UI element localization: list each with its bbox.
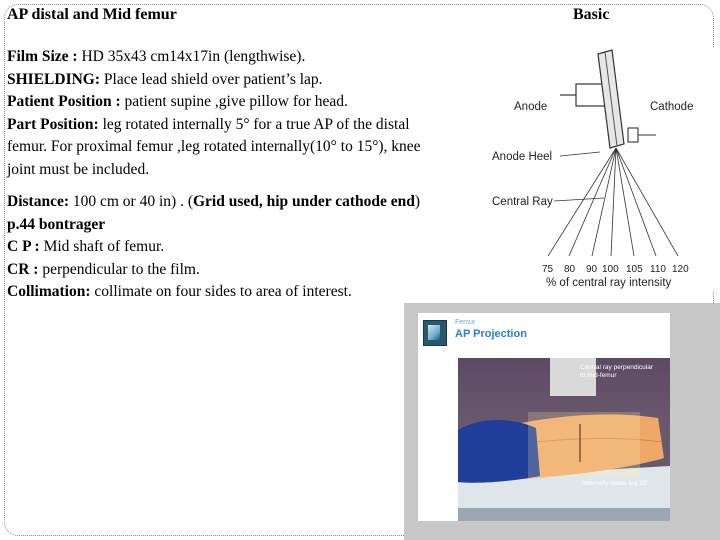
table-edge (458, 508, 670, 521)
tick-110: 110 (650, 264, 666, 275)
ray-80 (569, 148, 616, 256)
patient-garment (458, 420, 540, 483)
cathode-label: Cathode (650, 101, 694, 113)
film-size-label: Film Size : (7, 48, 78, 65)
reference-line: p.44 bontrager (7, 215, 106, 233)
patient-position-value: patient supine ,give pillow for head. (120, 93, 348, 110)
central-ray-label: Central Ray (492, 196, 553, 208)
distance-value: 100 cm or 40 in) . ( (69, 193, 193, 210)
tick-105: 105 (626, 264, 643, 275)
photo-subtitle: Femur (455, 319, 476, 326)
tick-80: 80 (564, 264, 576, 275)
patient-position-line (7, 91, 487, 114)
intensity-caption: % of central ray intensity (546, 277, 672, 289)
collimation-line (7, 281, 487, 304)
patient-position-label: Patient Position : (7, 93, 121, 110)
positioning-photo-panel (404, 303, 720, 540)
distance-line (7, 191, 487, 214)
ray-100 (611, 148, 616, 256)
shielding-value: Place lead shield over patient’s lap. (100, 70, 323, 88)
cr-line (7, 259, 487, 282)
collimation-value: collimate on four sides to area of interest. (90, 283, 352, 300)
ray-90 (592, 148, 616, 256)
distance-label: Distance: (7, 193, 69, 210)
central-ray-pointer (554, 198, 604, 201)
cr-label: CR : (7, 260, 39, 278)
part-position-line (7, 114, 447, 182)
cr-value: perpendicular to the film. (38, 260, 200, 278)
photo-heading: AP Projection (455, 328, 527, 340)
collimation-label: Collimation: (7, 283, 91, 300)
anode-heel-figure (484, 48, 720, 292)
film-size-line (7, 46, 487, 69)
spacer (7, 181, 487, 191)
cathode-cup (628, 128, 638, 142)
cp-value: Mid shaft of femur. (39, 238, 165, 255)
shielding-label: SHIELDING: (7, 70, 101, 88)
film-size-value: HD 35x43 cm14x17in (lengthwise). (77, 48, 306, 65)
part-position-label: Part Position: (7, 115, 99, 133)
ray-75 (548, 148, 616, 256)
tube-housing (576, 84, 606, 106)
cp-line (7, 236, 487, 259)
page-title: AP distal and Mid femur (7, 6, 177, 23)
collimator-light-field (528, 412, 640, 478)
positioning-scene (458, 358, 670, 521)
cp-label: C P : (7, 238, 40, 255)
rotation-note: Internally rotate leg 15° (582, 480, 649, 487)
central-ray-note: Central ray perpendicular to mid-femur (580, 364, 653, 379)
tick-120: 120 (672, 264, 689, 275)
level-badge: Basic (573, 6, 610, 23)
shielding-line (7, 69, 487, 92)
distance-grid-note: Grid used, hip under cathode end (192, 193, 415, 210)
patient-positioning-photo (458, 358, 670, 521)
procedure-text (7, 46, 487, 304)
photo-card (418, 313, 670, 521)
anode-heel-pointer (560, 152, 600, 156)
textbook-icon (423, 320, 447, 346)
anode-heel-label: Anode Heel (492, 151, 553, 163)
tick-90: 90 (586, 264, 598, 275)
ray-110 (616, 148, 656, 256)
tick-75: 75 (542, 264, 554, 275)
tick-100: 100 (602, 264, 619, 275)
anode-heel-diagram (484, 48, 720, 292)
part-position-value: leg rotated internally 5° for a true AP of the distal femur. For proximal femur ,leg rotated internally(10° to 15°), knee joint must be included. (7, 115, 421, 178)
anode-label: Anode (514, 101, 548, 113)
distance-close: ) (414, 193, 421, 210)
ray-fan (548, 148, 678, 256)
